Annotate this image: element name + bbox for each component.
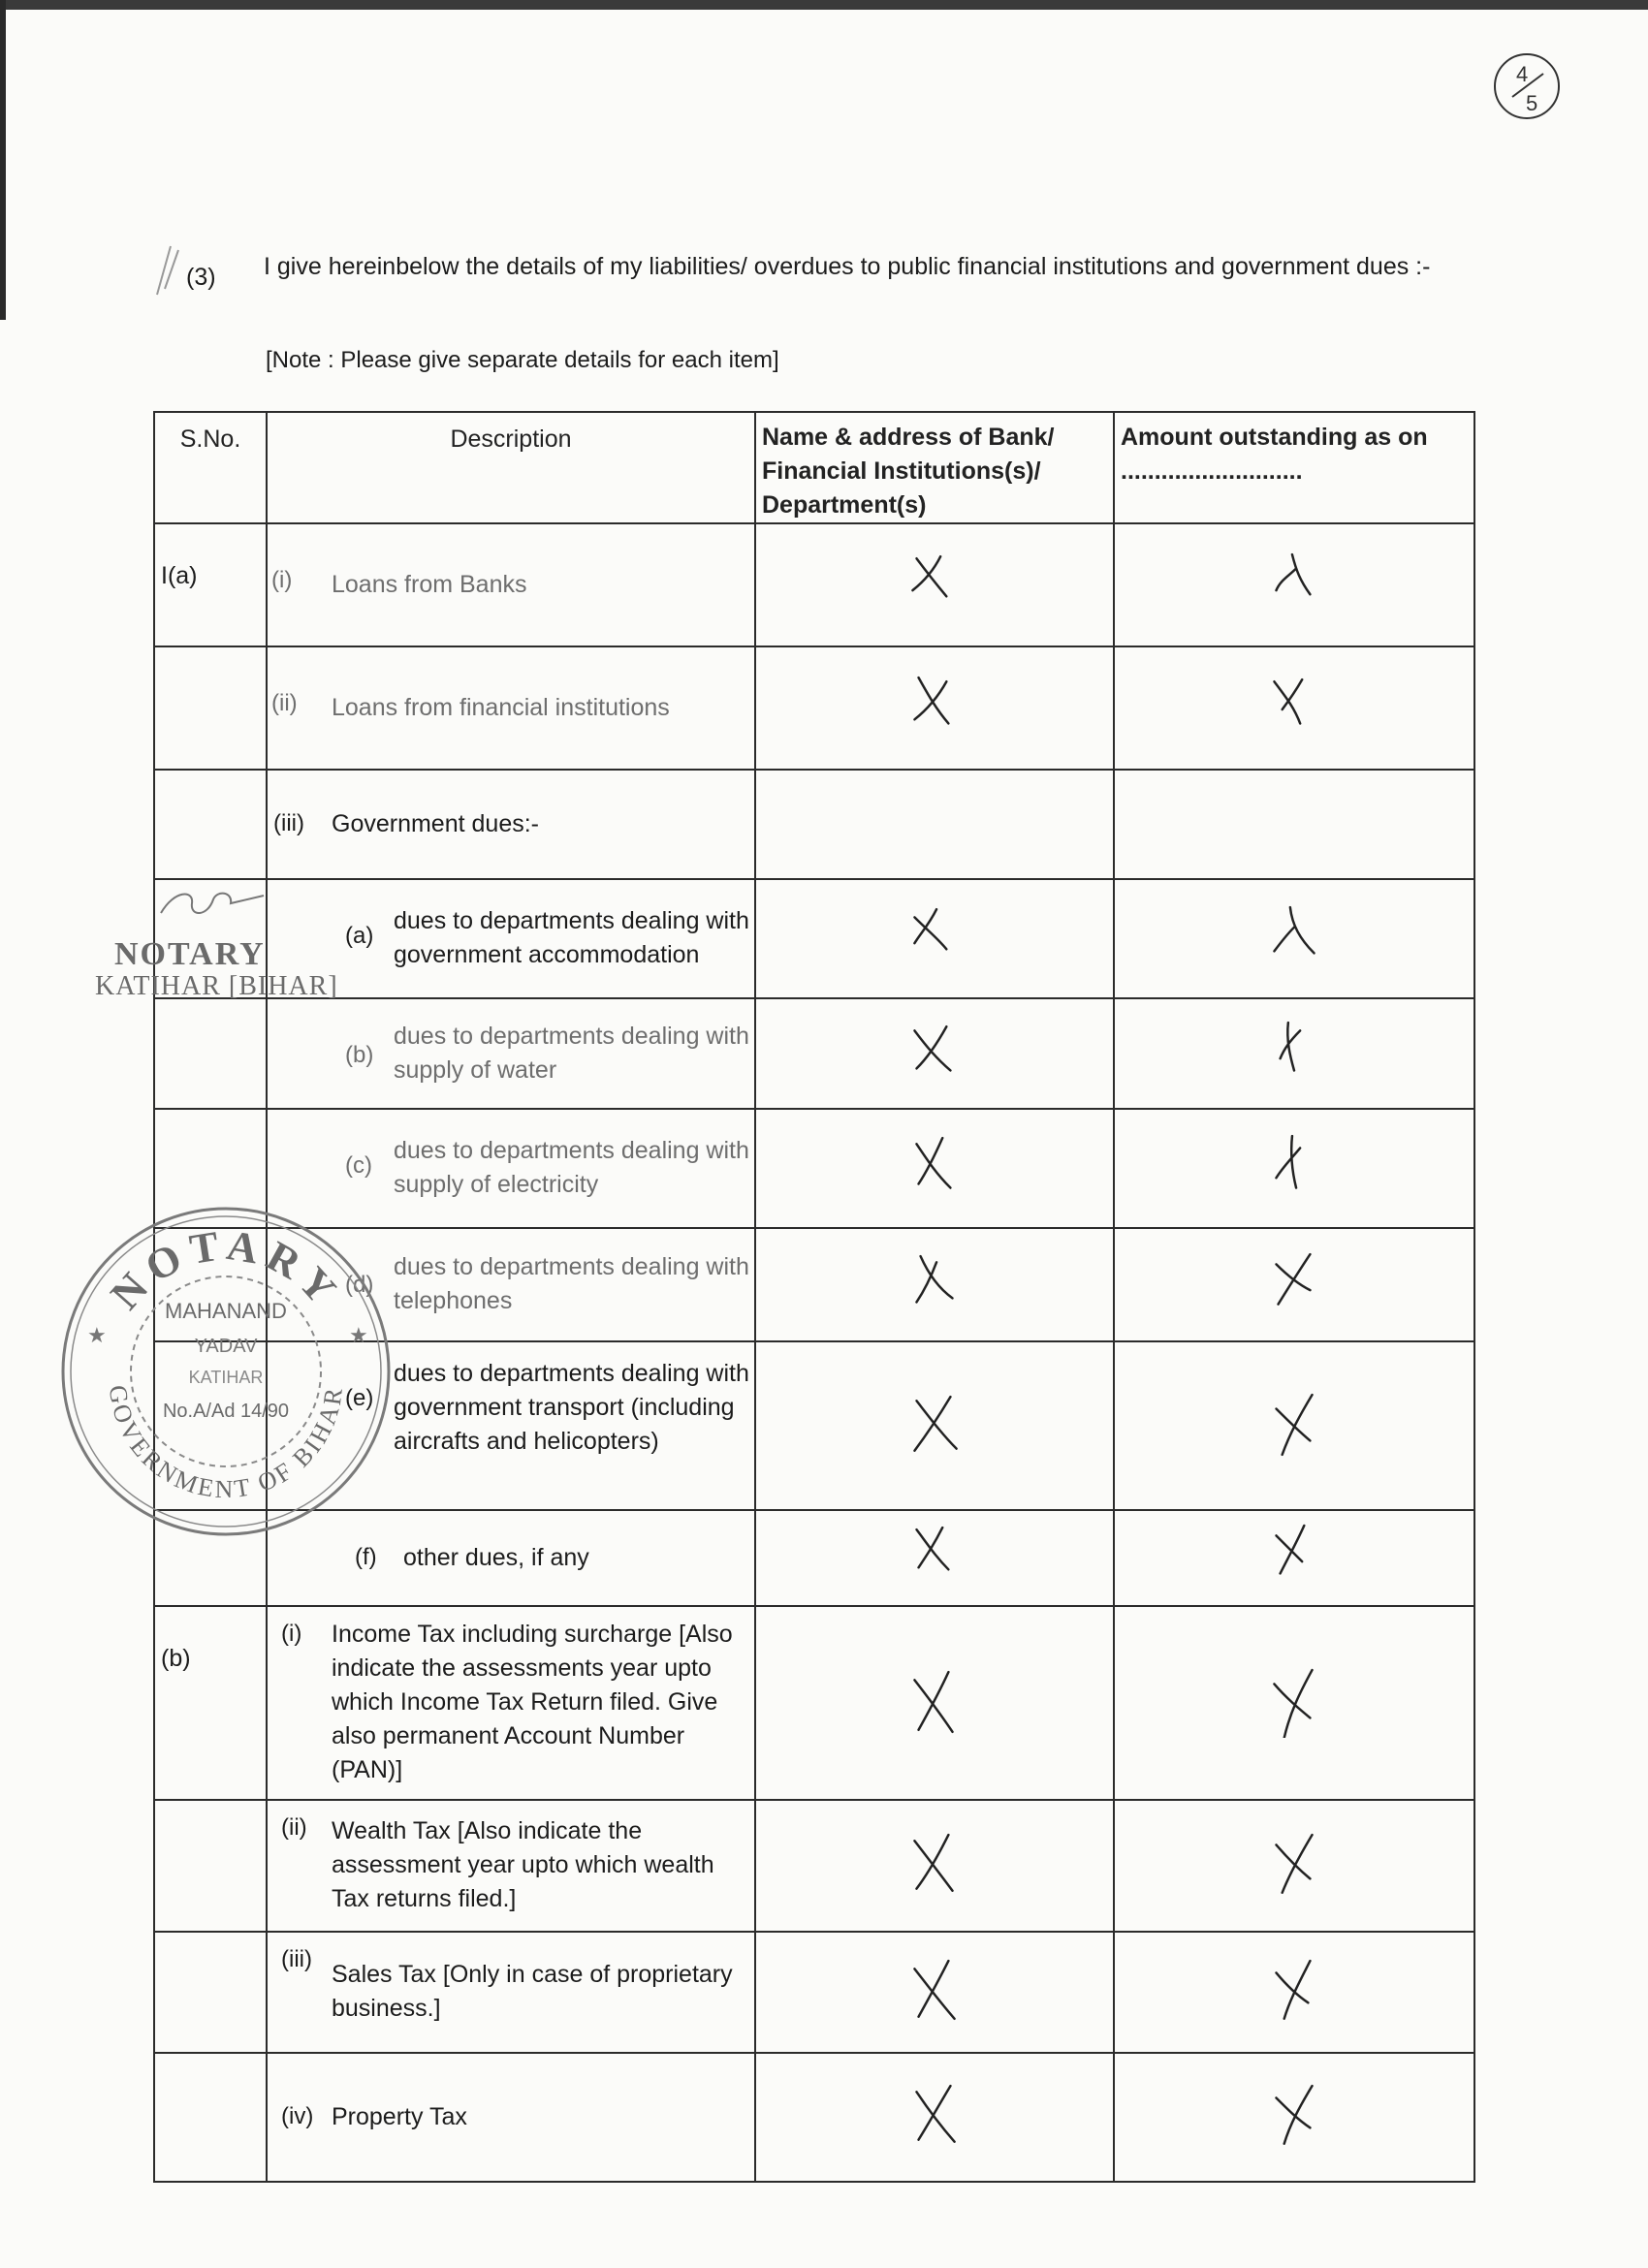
row-amount-cell	[1114, 879, 1474, 998]
header-amount: Amount outstanding as on ...........................	[1114, 412, 1474, 523]
row-amount-cell	[1114, 1510, 1474, 1605]
row-bank-cell	[755, 646, 1114, 770]
row-sno	[154, 2053, 267, 2182]
scan-left-edge	[0, 0, 6, 320]
row-item-number: (i)	[281, 1620, 302, 1647]
row-sno	[154, 1932, 267, 2053]
header-bank: Name & address of Bank/ Financial Institutions(s)/ Department(s)	[755, 412, 1114, 523]
row-amount-cell	[1114, 1341, 1474, 1510]
cross-mark-icon	[1265, 1134, 1323, 1204]
row-bank-cell	[755, 879, 1114, 998]
row-sno: (b)	[154, 1606, 267, 1801]
cross-mark-icon	[905, 1250, 964, 1320]
cross-mark-icon	[1265, 674, 1323, 743]
cross-mark-icon	[1265, 1524, 1323, 1593]
page-number-bottom: 5	[1526, 91, 1538, 115]
row-amount-cell	[1114, 1932, 1474, 2053]
row-sno	[154, 646, 267, 770]
row-description: dues to departments dealing with telephones	[394, 1253, 749, 1315]
cross-mark-icon	[1265, 1831, 1323, 1901]
row-bank-cell	[755, 2053, 1114, 2182]
cross-mark-icon	[1265, 1957, 1323, 2027]
page-number-mark	[1491, 50, 1563, 122]
row-description: Sales Tax [Only in case of proprietary business.]	[332, 1960, 733, 2022]
cross-mark-icon	[905, 1831, 964, 1901]
cross-mark-icon	[905, 551, 964, 620]
section-number: (3)	[186, 264, 216, 291]
row-item-number: (ii)	[271, 690, 298, 717]
cross-mark-icon	[1265, 1668, 1323, 1738]
row-sno	[154, 1800, 267, 1931]
row-bank-cell	[755, 1800, 1114, 1931]
row-item-number: (c)	[345, 1152, 372, 1180]
row-description-cell	[267, 1932, 755, 2053]
notary-stamp-title: NOTARY	[114, 936, 266, 972]
cross-mark-icon	[905, 1391, 964, 1461]
table-row	[154, 646, 1474, 770]
row-description-cell	[267, 2053, 755, 2182]
row-description: Wealth Tax [Also indicate the assessment year upto which wealth Tax returns filed.]	[332, 1817, 714, 1913]
row-description: Property Tax	[332, 2102, 467, 2130]
section-intro: I give hereinbelow the details of my liabilities/ overdues to public financial institutions and government dues :-	[264, 253, 1431, 280]
round-notary-seal	[56, 1202, 396, 1541]
row-description: dues to departments dealing with government accommodation	[394, 906, 749, 968]
cross-mark-icon	[1265, 903, 1323, 973]
row-amount-cell	[1114, 523, 1474, 646]
row-description: dues to departments dealing with supply of water	[394, 1022, 749, 1084]
row-bank-cell	[755, 1932, 1114, 2053]
row-amount-cell	[1114, 1800, 1474, 1931]
row-bank-cell	[755, 1228, 1114, 1341]
cross-mark-icon	[905, 1134, 964, 1204]
row-description: Loans from Banks	[332, 571, 527, 598]
cross-mark-icon	[905, 674, 964, 743]
row-item-number: (e)	[345, 1385, 374, 1412]
row-description-cell	[267, 998, 755, 1110]
notary-rect-stamp	[95, 936, 376, 1002]
row-bank-cell	[755, 770, 1114, 879]
row-item-number: (iv)	[281, 2102, 314, 2129]
row-description-cell	[267, 770, 755, 879]
row-sno	[154, 770, 267, 879]
row-bank-cell	[755, 998, 1114, 1110]
row-description: other dues, if any	[403, 1544, 589, 1572]
row-description: dues to departments dealing with government transport (including aircrafts and helicopters)	[394, 1360, 749, 1456]
seal-bottom-text: GOVERNMENT OF BIHAR	[103, 1383, 349, 1504]
cross-mark-icon	[1265, 551, 1323, 620]
row-description-cell	[267, 1606, 755, 1801]
row-item-number: (ii)	[281, 1814, 307, 1842]
cross-mark-icon	[905, 903, 964, 973]
seal-name: MAHANAND	[165, 1299, 287, 1323]
seal-place: KATIHAR	[188, 1368, 264, 1387]
notary-stamp-place: KATIHAR [BIHAR]	[95, 971, 338, 1001]
header-sno: S.No.	[154, 412, 267, 523]
row-description: Loans from financial institutions	[332, 694, 670, 722]
row-bank-cell	[755, 1606, 1114, 1801]
row-item-number: (d)	[345, 1272, 374, 1299]
scan-top-edge	[0, 0, 1648, 10]
row-description: dues to departments dealing with supply of electricity	[394, 1137, 749, 1199]
cross-mark-icon	[905, 1019, 964, 1088]
table-row	[154, 1932, 1474, 2053]
seal-top-text: NOTARY	[101, 1220, 351, 1319]
margin-tick-mark	[153, 240, 182, 299]
row-description-cell	[267, 1800, 755, 1931]
row-amount-cell	[1114, 998, 1474, 1110]
row-bank-cell	[755, 523, 1114, 646]
cross-mark-icon	[1265, 2082, 1323, 2152]
row-description-cell	[267, 523, 755, 646]
table-row	[154, 1800, 1474, 1931]
row-item-number: (iii)	[273, 810, 304, 837]
row-description: Income Tax including surcharge [Also indicate the assessments year upto which Income Tax Return filed. Give also permanent Account Number (PAN)]	[332, 1620, 733, 1783]
table-row	[154, 2053, 1474, 2182]
row-item-number: (a)	[345, 922, 374, 949]
row-item-number: (f)	[355, 1544, 377, 1571]
table-row	[154, 770, 1474, 879]
table-header-row	[154, 412, 1474, 523]
page-number-top: 4	[1516, 62, 1529, 86]
row-bank-cell	[755, 1109, 1114, 1228]
cross-mark-icon	[1265, 1391, 1323, 1461]
notary-signature	[155, 884, 271, 923]
row-sno	[154, 998, 267, 1110]
row-amount-cell	[1114, 770, 1474, 879]
row-item-number: (iii)	[281, 1945, 312, 1972]
row-description-cell	[267, 646, 755, 770]
row-item-number: (i)	[271, 567, 293, 593]
row-description: Government dues:-	[332, 810, 539, 838]
header-description: Description	[267, 412, 755, 523]
seal-name-line2: YADAV	[194, 1336, 258, 1357]
table-row	[154, 998, 1474, 1110]
cross-mark-icon	[1265, 1019, 1323, 1088]
row-amount-cell	[1114, 2053, 1474, 2182]
cross-mark-icon	[905, 1957, 964, 2027]
cross-mark-icon	[1265, 1250, 1323, 1320]
row-amount-cell	[1114, 646, 1474, 770]
table-row	[154, 523, 1474, 646]
row-amount-cell	[1114, 1228, 1474, 1341]
section-note: [Note : Please give separate details for each item]	[266, 347, 779, 373]
seal-star-right: ★	[349, 1323, 368, 1347]
table-row	[154, 1606, 1474, 1801]
cross-mark-icon	[905, 2082, 964, 2152]
seal-reg-number: No.A/Ad 14/90	[162, 1401, 290, 1422]
row-sno: I(a)	[154, 523, 267, 646]
row-amount-cell	[1114, 1109, 1474, 1228]
row-item-number: (b)	[345, 1041, 374, 1068]
row-bank-cell	[755, 1341, 1114, 1510]
cross-mark-icon	[905, 1668, 964, 1738]
row-amount-cell	[1114, 1606, 1474, 1801]
cross-mark-icon	[905, 1524, 964, 1593]
seal-star-left: ★	[87, 1323, 107, 1347]
row-bank-cell	[755, 1510, 1114, 1605]
